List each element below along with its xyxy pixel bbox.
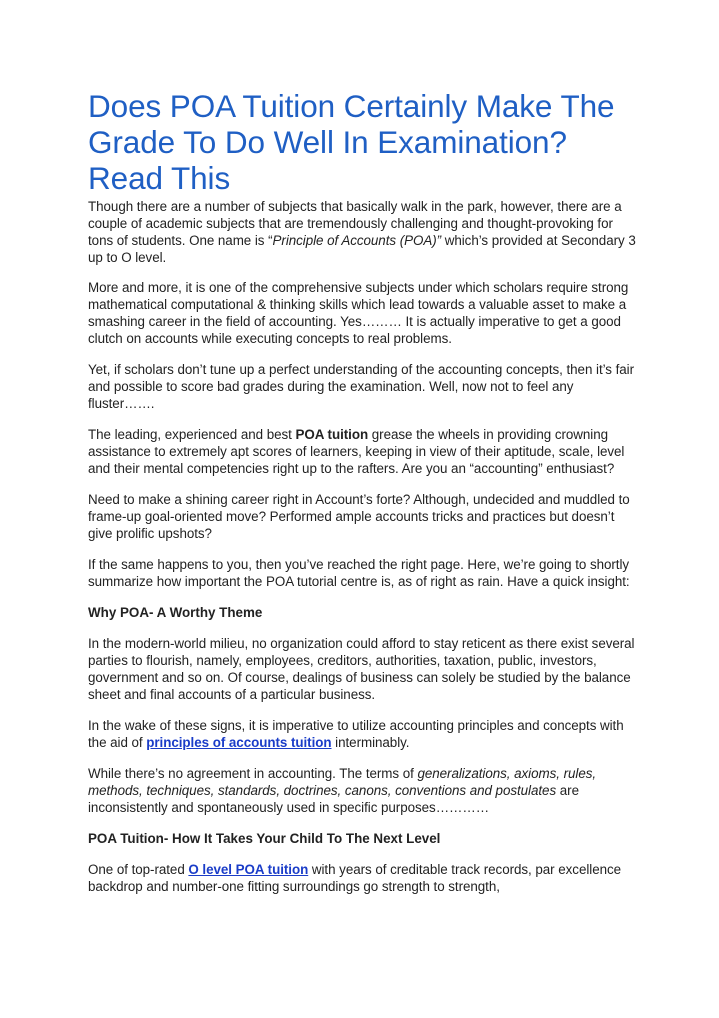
section-heading-next-level: POA Tuition- How It Takes Your Child To The Next Level — [88, 831, 441, 846]
link-o-level-poa-tuition[interactable]: O level POA tuition — [188, 862, 309, 877]
paragraph-right-page: If the same happens to you, then you’ve reached the right page. Here, we’re going to shortly summarize how important the POA tutorial centre is, as of right as rain. Have a quick insight: — [88, 557, 630, 589]
paragraph-agreement: While there’s no agreement in accounting. The terms of generalizations, axioms, rules, methods, techniques, standards, doctrines, canons, conventions and postulates are inconsistently and spontaneously used in specific purposes………… — [88, 766, 597, 815]
paragraph-comprehensive: More and more, it is one of the comprehensive subjects under which scholars require strong mathematical computational & thinking skills which lead towards a valuable asset to make a smashing career in the field of accounting. Yes……… It is actually imperative to get a good clutch on accounts while executing concepts to real problems. — [88, 280, 629, 346]
document-page — [88, 88, 638, 909]
page-title: Does POA Tuition Certainly Make The Grade To Do Well In Examination? Read This — [88, 88, 615, 196]
strong-poa-tuition: POA tuition — [295, 427, 369, 442]
paragraph-intro: Though there are a number of subjects that basically walk in the park, however, there are a couple of academic subjects that are tremendously challenging and thought-provoking for tons of students. One name is “Principle of Accounts (POA)” which’s provided at Secondary 3 up to O level. — [88, 199, 636, 265]
paragraph-modern-world: In the modern-world milieu, no organization could afford to stay reticent as there exist several parties to flourish, namely, employees, creditors, authorities, taxation, public, investors, government and so on. Of course, dealings of business can solely be studied by the balance sheet and final accounts of a particular business. — [88, 636, 635, 702]
emphasis-terms: generalizations, axioms, rules, methods, techniques, standards, doctrines, canons, conventions and postulates — [88, 766, 597, 798]
emphasis-poa: Principle of Accounts (POA)” — [272, 233, 442, 248]
paragraph-leading: The leading, experienced and best POA tuition grease the wheels in providing crowning assistance to extremely apt scores of learners, keeping in view of their aptitude, scale, level and their mental competencies right up to the rafters. Are you an “accounting” enthusiast? — [88, 427, 625, 476]
paragraph-wake: In the wake of these signs, it is imperative to utilize accounting principles and concepts with the aid of principles of accounts tuition interminably. — [88, 718, 624, 750]
paragraph-career: Need to make a shining career right in Account’s forte? Although, undecided and muddled to frame-up goal-oriented move? Performed ample accounts tricks and practices but doesn’t give prolific upshots? — [88, 492, 630, 541]
link-principles-of-accounts-tuition[interactable]: principles of accounts tuition — [146, 735, 332, 750]
section-heading-why-poa: Why POA- A Worthy Theme — [88, 605, 263, 620]
paragraph-concepts: Yet, if scholars don’t tune up a perfect understanding of the accounting concepts, then it’s fair and possible to score bad grades during the examination. Well, now not to feel any fluster……. — [88, 362, 635, 411]
paragraph-top-rated: One of top-rated O level POA tuition with years of creditable track records, par excellence backdrop and number-one fitting surroundings go strength to strength, — [88, 862, 622, 894]
